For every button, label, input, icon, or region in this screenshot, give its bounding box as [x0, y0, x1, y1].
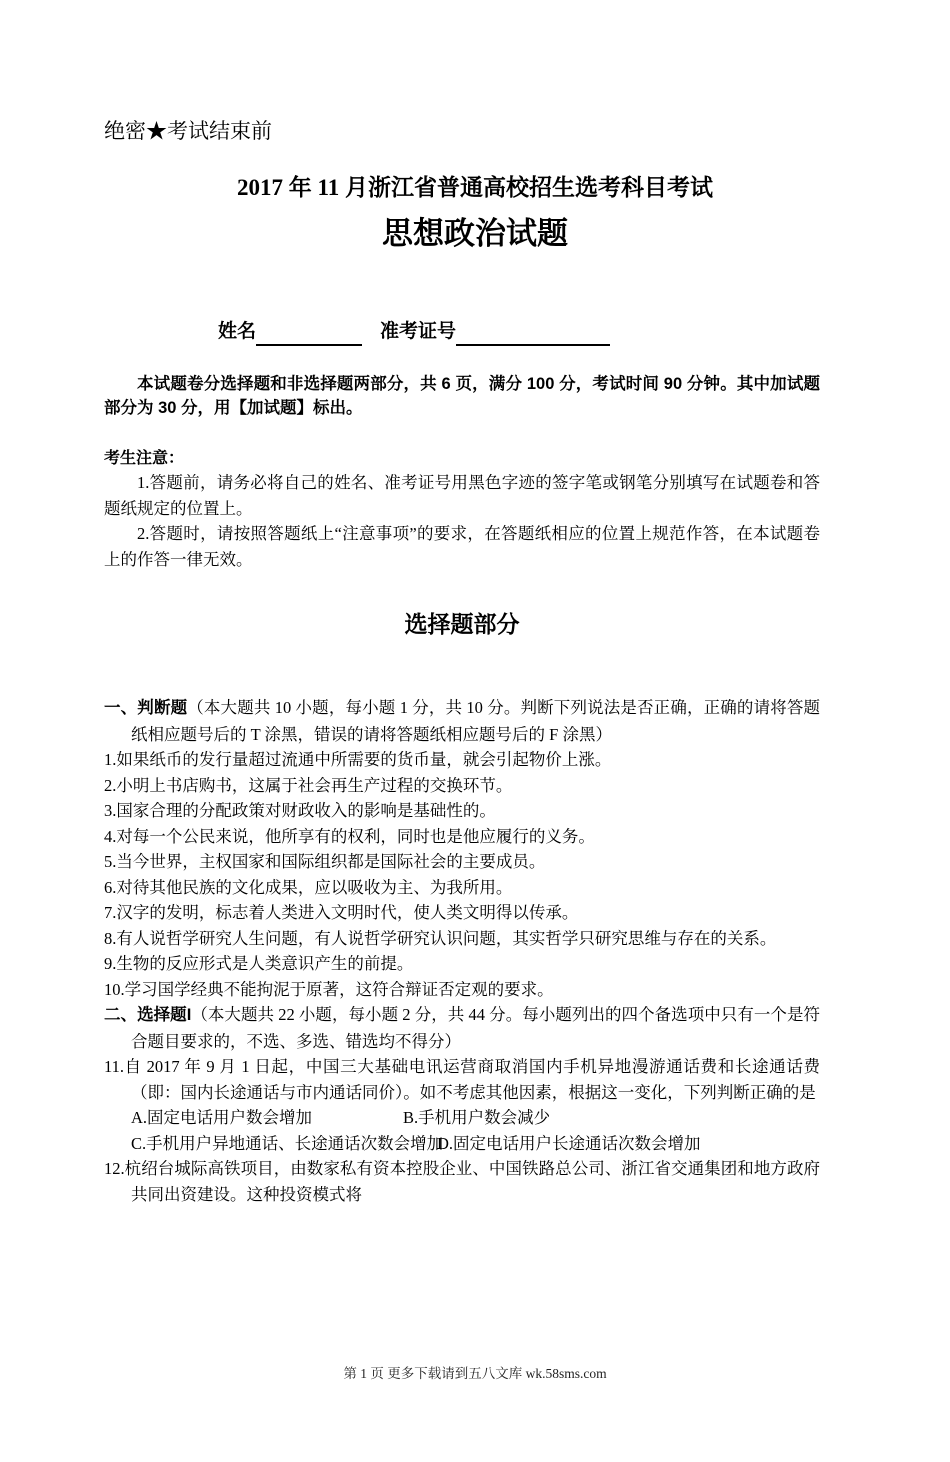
exam-paper-page — [0, 116, 950, 1462]
section-title-multiple-choice-part: 选择题部分 — [404, 611, 520, 637]
admission-no-label: 准考证号 — [380, 321, 457, 342]
paper-title: 思想政治试题 — [382, 216, 568, 251]
question-12: 12.杭绍台城际高铁项目，由数家私有资本控股企业、中国铁路总公司、浙江省交通集团和地方政府共同出资建设。这种投资模式将 — [104, 1159, 820, 1204]
choice-section-heading — [104, 1002, 820, 1054]
candidate-info-row — [218, 318, 950, 346]
question-11-option-b: B.手机用户数会减少 — [403, 1108, 551, 1127]
choice-heading-note: （本大题共 22 小题，每小题 2 分，共 44 分。每小题列出的四个备选项中只有一个是符合题目要求的，不选、多选、错选均不得分） — [131, 1005, 820, 1051]
page-footer — [0, 1364, 950, 1384]
name-blank-field — [256, 326, 362, 346]
judgement-question-8: 8.有人说哲学研究人生问题，有人说哲学研究认识问题，其实哲学只研究思维与存在的关系。 — [104, 928, 777, 948]
question-11: 11.自 2017 年 9 月 1 日起，中国三大基础电讯运营商取消国内手机异地漫游通话费和长途通话费（即：国内长途通话与市内通话同价）。如不考虑其他因素，根据这一变化，下列判断正确的是 — [104, 1057, 820, 1102]
judgement-question-9: 9.生物的反应形式是人类意识产生的前提。 — [104, 954, 414, 973]
judgement-question-2: 2.小明上书店购书，这属于社会再生产过程的交换环节。 — [104, 775, 513, 795]
question-11-options-row-1 — [104, 1105, 820, 1131]
notice-item-1: 1.答题前，请务必将自己的姓名、准考证号用黑色字迹的签字笔或钢笔分别填写在试题卷和答题纸规定的位置上。 — [104, 473, 820, 518]
judgement-question-6: 6.对待其他民族的文化成果，应以吸收为主、为我所用。 — [104, 877, 513, 897]
name-label: 姓名 — [218, 321, 257, 342]
paper-body — [104, 372, 820, 1207]
footer-text: 第 1 页 更多下载请到五八文库 wk.58sms.com — [343, 1366, 607, 1381]
question-11-option-a: A.固定电话用户数会增加 — [131, 1108, 313, 1127]
choice-heading-label: 二、选择题I — [104, 1006, 192, 1024]
exam-title: 2017 年 11 月浙江省普通高校招生选考科目考试 — [237, 175, 713, 200]
notice-title: 考生注意： — [104, 450, 185, 467]
judgement-section-heading — [104, 695, 820, 747]
judgement-question-1: 1.如果纸币的发行量超过流通中所需要的货币量，就会引起物价上涨。 — [104, 750, 612, 769]
question-11-options-row-2 — [104, 1131, 820, 1157]
judgement-question-7: 7.汉字的发明，标志着人类进入文明时代，使人类文明得以传承。 — [104, 903, 579, 922]
question-11-option-c: C.手机用户异地通话、长途通话次数会增加 — [131, 1133, 444, 1153]
paper-description: 本试题卷分选择题和非选择题两部分，共 6 页，满分 100 分，考试时间 90 分钟。其中加试题部分为 30 分，用【加试题】标出。 — [104, 375, 820, 417]
admission-no-blank-field — [456, 326, 610, 346]
notice-section — [104, 447, 820, 572]
judgement-question-3: 3.国家合理的分配政策对财政收入的影响是基础性的。 — [104, 801, 496, 820]
judgement-question-4: 4.对每一个公民来说，他所享有的权利，同时也是他应履行的义务。 — [104, 826, 595, 846]
judgement-heading-label: 一、判断题 — [104, 699, 188, 717]
questions-area — [104, 695, 820, 1207]
question-11-option-d: D.固定电话用户长途通话次数会增加 — [437, 1133, 701, 1153]
classification-marking: 绝密★考试结束前 — [104, 119, 272, 143]
judgement-question-5: 5.当今世界，主权国家和国际组织都是国际社会的主要成员。 — [104, 852, 546, 871]
judgement-question-10: 10.学习国学经典不能拘泥于原著，这符合辩证否定观的要求。 — [104, 979, 554, 999]
judgement-heading-note: （本大题共 10 小题，每小题 1 分，共 10 分。判断下列说法是否正确，正确的请将答题纸相应题号后的 T 涂黑，错误的请将答题纸相应题号后的 F 涂黑） — [131, 698, 821, 744]
notice-item-2: 2.答题时，请按照答题纸上“注意事项”的要求，在答题纸相应的位置上规范作答，在本试题卷上的作答一律无效。 — [104, 524, 820, 569]
